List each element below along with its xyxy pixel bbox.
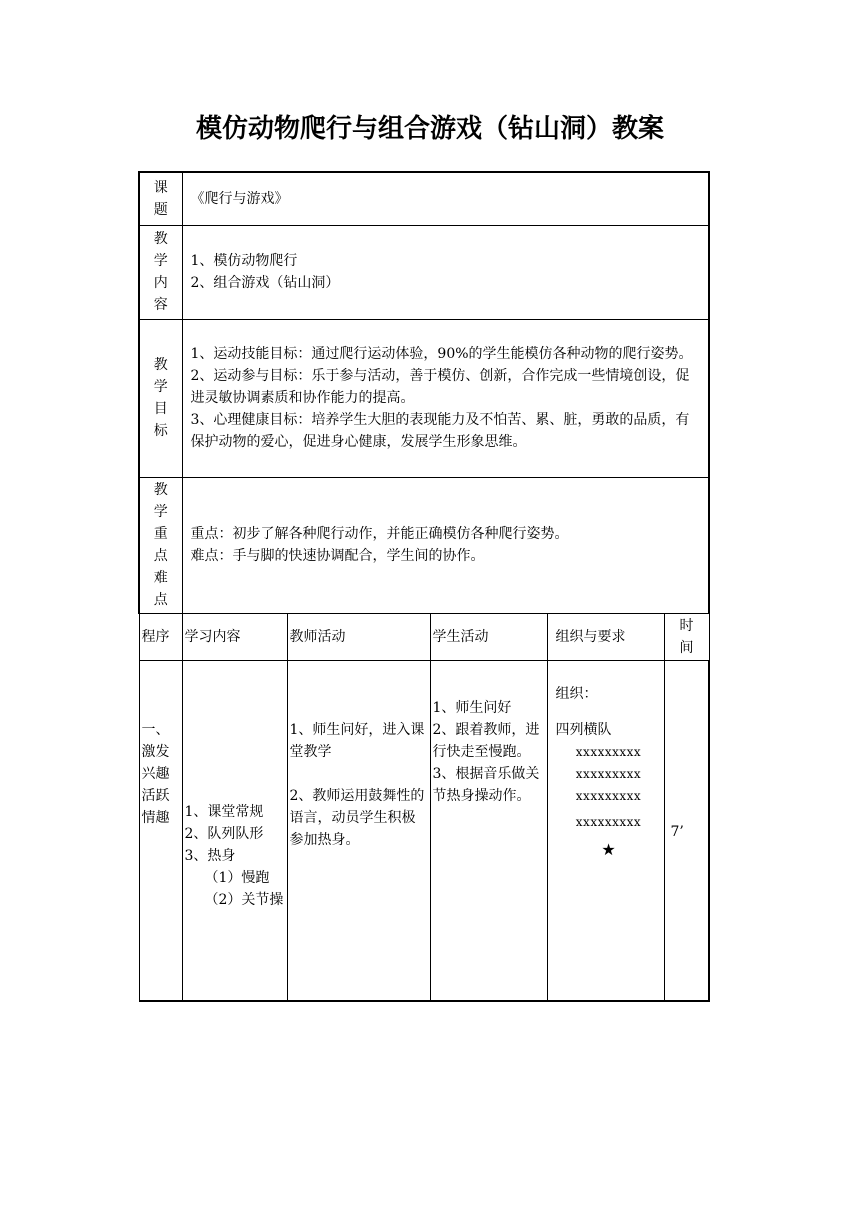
header-time: 时 间 [664,613,709,660]
goal-line: 2、运动参与目标：乐于参与活动，善于模仿、创新，合作完成一些情境创设，促进灵敏协调素质和协作能力的提高。 [190,368,690,406]
content-label: 教 学 内 容 [139,225,182,319]
goals-label: 教 学 目 标 [139,319,182,477]
content-row [139,225,709,319]
topic-row [139,172,709,225]
content-value [182,225,709,319]
topic-value: 《爬行与游戏》 [182,172,709,225]
header-teacher: 教师活动 [287,613,430,660]
keypoints-label: 教 学 重 点 难 点 [139,477,182,613]
lesson-plan-table [138,171,710,1002]
page-title: 模仿动物爬行与组合游戏（钻山洞）教案 [195,114,664,144]
formation-rows: xxxxxxxxx xxxxxxxxx xxxxxxxxx xxxxxxxxx [575,744,642,829]
formation-label: 四列横队 [555,721,612,738]
section-row [139,660,709,1001]
goal-line: 3、心理健康目标：培养学生大胆的表现能力及不怕苦、累、脏，勇敢的品质，有保护动物的爱心，促进身心健康，发展学生形象思维。 [190,412,690,450]
topic-label: 课 题 [139,172,182,225]
header-organization: 组织与要求 [547,613,664,660]
section-student: 1、师生问好 2、跟着教师，进行快走至慢跑。 3、根据音乐做关节热身操动作。 [430,660,547,1001]
section-sequence: 一、 激发 兴趣 活跃 情趣 [139,660,182,1001]
section-time: 7’ [664,660,709,1001]
header-sequence: 程序 [139,613,182,660]
keypoint-line: 难点：手与脚的快速协调配合，学生间的协作。 [190,548,485,564]
keypoint-line: 重点：初步了解各种爬行动作，并能正确模仿各种爬行姿势。 [190,526,569,542]
keypoints-value [182,477,709,613]
goals-row [139,319,709,477]
section-teacher: 1、师生问好，进入课堂教学 2、教师运用鼓舞性的语言，动员学生积极参加热身。 [287,660,430,1001]
section-learning: 1、课堂常规 2、队列队形 3、热身 （1）慢跑 （2）关节操 [182,660,287,1001]
teacher-position-star-icon: ★ [601,839,616,859]
keypoints-row [139,477,709,613]
header-row [139,613,709,660]
content-line: 2、组合游戏（钻山洞） [190,275,340,291]
content-line: 1、模仿动物爬行 [190,253,298,269]
header-student: 学生活动 [430,613,547,660]
goals-value [182,319,709,477]
organization-label: 组织： [555,685,598,702]
goal-line: 1、运动技能目标：通过爬行运动体验，90%的学生能模仿各种动物的爬行姿势。 [190,346,693,362]
header-learning: 学习内容 [182,613,287,660]
section-organization [547,660,664,1001]
